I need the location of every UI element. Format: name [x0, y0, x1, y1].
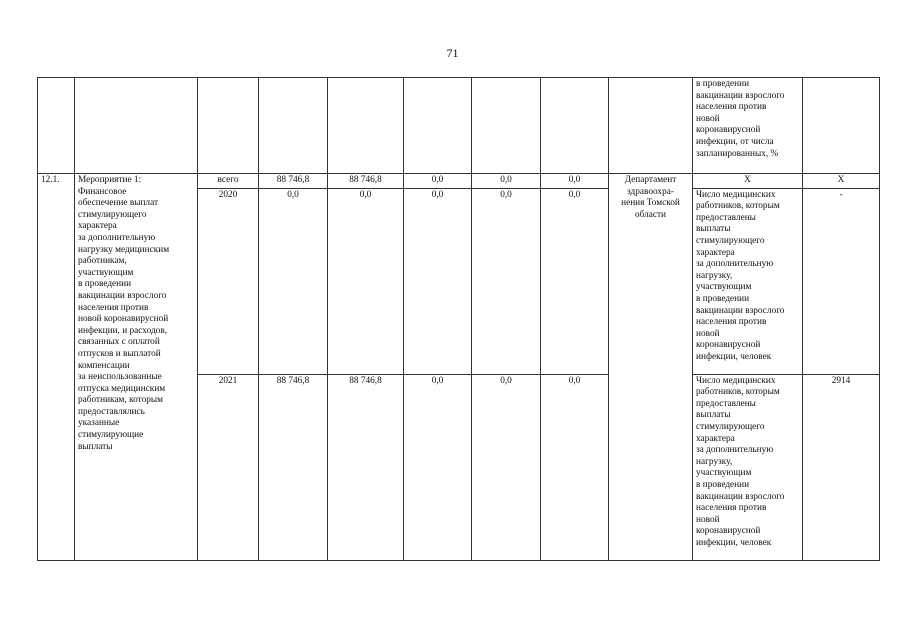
activity-number: 12.1. — [38, 174, 75, 561]
cell-empty — [541, 78, 609, 174]
cell-empty — [328, 78, 404, 174]
value-cell: - — [803, 188, 880, 374]
indicator-cell: Число медицинских работников, которым предоставлены выплаты стимулирующего характера за дополнительную нагрузку, участвующим в проведении вакцинации взрослого населения против новой коронавирусной инфекции, человек — [693, 188, 803, 374]
cell-empty — [472, 78, 541, 174]
table-row-total — [38, 174, 880, 189]
cell-empty — [75, 78, 198, 174]
indicator-cell: Число медицинских работников, которым предоставлены выплаты стимулирующего характера за дополнительную нагрузку, участвующим в проведении вакцинации взрослого населения против новой коронавирусной инфекции, человек — [693, 374, 803, 560]
value-cell: Х — [803, 174, 880, 189]
continuation-row — [38, 78, 880, 174]
regional-cell: 0,0 — [404, 374, 472, 560]
value-cell: 2914 — [803, 374, 880, 560]
period-cell: 2020 — [198, 188, 259, 374]
regional-cell: 0,0 — [404, 174, 472, 189]
federal-cell: 0,0 — [328, 188, 404, 374]
local-cell: 0,0 — [472, 174, 541, 189]
page-number: 71 — [446, 46, 459, 60]
federal-cell: 88 746,8 — [328, 374, 404, 560]
cell-empty — [803, 78, 880, 174]
activity-table — [37, 77, 880, 561]
federal-cell: 88 746,8 — [328, 174, 404, 189]
cell-empty — [38, 78, 75, 174]
local-cell: 0,0 — [472, 374, 541, 560]
other-cell: 0,0 — [541, 188, 609, 374]
regional-cell: 0,0 — [404, 188, 472, 374]
cell-empty — [404, 78, 472, 174]
total-cell: 0,0 — [259, 188, 328, 374]
period-cell: 2021 — [198, 374, 259, 560]
other-cell: 0,0 — [541, 374, 609, 560]
cell-empty — [259, 78, 328, 174]
indicator-continuation: в проведении вакцинации взрослого населения против новой коронавирусной инфекции, от числа запланированных, % — [693, 78, 803, 174]
other-cell: 0,0 — [541, 174, 609, 189]
cell-empty — [198, 78, 259, 174]
local-cell: 0,0 — [472, 188, 541, 374]
total-cell: 88 746,8 — [259, 374, 328, 560]
total-cell: 88 746,8 — [259, 174, 328, 189]
period-cell: всего — [198, 174, 259, 189]
executor-cell: Департамент здравоохра- нения Томской области — [609, 174, 693, 561]
indicator-cell: Х — [693, 174, 803, 189]
activity-name: Мероприятие 1: Финансовое обеспечение выплат стимулирующего характера за дополнительную нагрузку медицинским работникам, участвующим в проведении вакцинации взрослого населения против новой коронавирусной инфекции, и расходов, связанных с оплатой отпусков и выплатой компенсации за неиспользованные отпуска медицинским работникам, которым предоставлялись указанные стимулирующие выплаты — [75, 174, 198, 561]
cell-empty — [609, 78, 693, 174]
